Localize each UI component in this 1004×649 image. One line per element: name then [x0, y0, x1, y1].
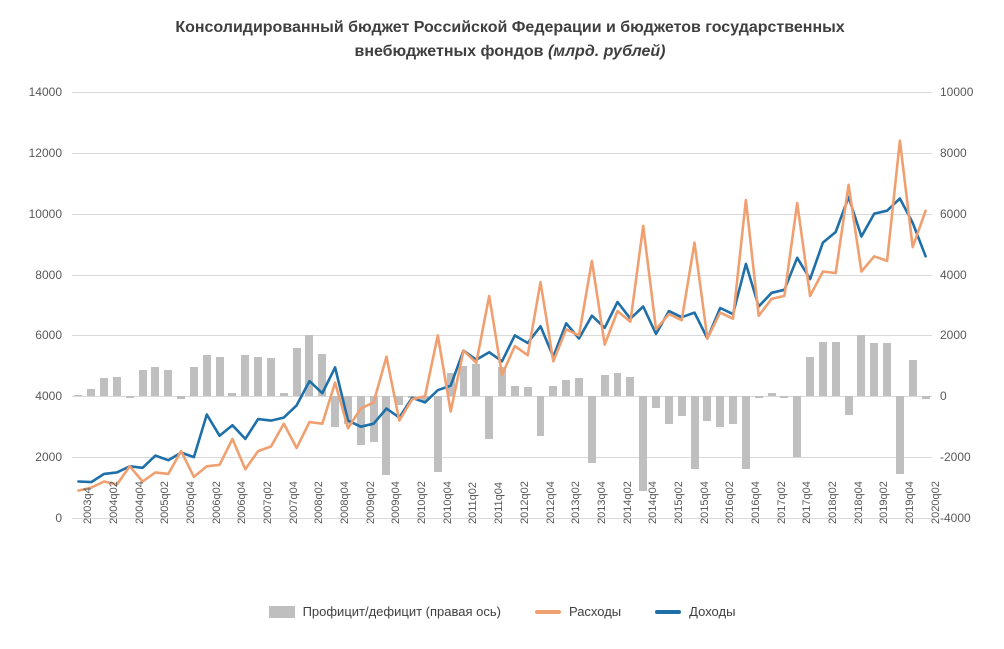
y-axis-left — [6, 85, 62, 525]
x-axis-tick: 2013q04 — [595, 481, 608, 524]
x-axis-tick: 2008q02 — [313, 481, 326, 524]
line-expenditure — [78, 141, 925, 491]
x-axis-tick: 2018q04 — [852, 481, 865, 524]
y-axis-right — [940, 85, 996, 525]
x-axis-tick: 2014q04 — [647, 481, 660, 524]
y-axis-left-tick: 10000 — [28, 206, 62, 221]
y-axis-left-tick: 4000 — [35, 389, 62, 404]
x-axis-tick: 2013q02 — [570, 481, 583, 524]
x-axis-tick: 2015q04 — [698, 481, 711, 524]
x-axis-tick: 2017q02 — [775, 481, 788, 524]
chart-legend — [0, 604, 1004, 619]
y-axis-right-tick: -4000 — [940, 511, 971, 525]
chart-title-units: (млрд. рублей) — [547, 43, 666, 60]
y-axis-left-tick: 14000 — [28, 85, 62, 99]
x-axis-tick: 2017q04 — [801, 481, 814, 524]
legend-label: Профицит/дефицит (правая ось) — [302, 604, 501, 619]
y-axis-right-tick: -2000 — [940, 450, 971, 465]
legend-label: Доходы — [689, 604, 736, 619]
y-axis-right-tick: 2000 — [940, 328, 967, 343]
x-axis-tick: 2009q04 — [390, 481, 403, 524]
legend-item[interactable] — [535, 604, 621, 619]
x-axis-tick: 2011q02 — [467, 481, 480, 524]
x-axis-tick: 2006q04 — [236, 481, 249, 524]
x-axis-labels — [72, 481, 942, 588]
x-axis-tick: 2010q02 — [416, 481, 429, 524]
x-axis-tick: 2012q02 — [518, 481, 531, 524]
x-axis-tick: 2003q4 — [82, 487, 95, 524]
y-axis-left-tick: 0 — [55, 511, 62, 525]
x-axis-tick: 2008q04 — [339, 481, 352, 524]
legend-label: Расходы — [568, 604, 622, 619]
legend-swatch-bar — [269, 606, 295, 618]
y-axis-right-tick: 4000 — [940, 267, 967, 282]
x-axis-tick: 2010q04 — [441, 481, 454, 524]
chart-title-main: Консолидированный бюджет Российской Федерации и бюджетов государственных внебюджетных фондов — [175, 19, 845, 60]
y-axis-left-tick: 2000 — [35, 450, 62, 465]
x-axis-tick: 2012q04 — [544, 481, 557, 524]
x-axis-tick: 2019q02 — [878, 481, 891, 524]
x-axis-tick: 2011q04 — [493, 481, 506, 524]
y-axis-right-tick: 0 — [940, 389, 947, 404]
legend-item[interactable] — [269, 604, 501, 619]
x-axis-tick: 2014q02 — [621, 481, 634, 524]
x-axis-tick: 2020q02 — [929, 481, 942, 524]
x-axis-tick: 2018q02 — [826, 481, 839, 524]
y-axis-right-tick: 10000 — [940, 85, 974, 99]
y-axis-left-tick: 12000 — [28, 145, 62, 160]
x-axis-tick: 2016q04 — [749, 481, 762, 524]
x-axis-tick: 2009q02 — [364, 481, 377, 524]
y-axis-right-tick: 8000 — [940, 145, 967, 160]
y-axis-left-tick: 8000 — [35, 267, 62, 282]
x-axis-tick: 2005q02 — [159, 481, 172, 524]
line-series-group — [72, 92, 932, 518]
legend-swatch-line — [535, 610, 561, 614]
y-axis-right-tick: 6000 — [940, 206, 967, 221]
chart-title — [120, 16, 900, 64]
x-axis-tick: 2005q04 — [185, 481, 198, 524]
line-revenue — [78, 197, 925, 482]
x-axis-tick: 2007q02 — [262, 481, 275, 524]
x-axis-tick: 2016q02 — [724, 481, 737, 524]
legend-swatch-line — [655, 610, 681, 614]
y-axis-left-tick: 6000 — [35, 328, 62, 343]
x-axis-tick: 2015q02 — [672, 481, 685, 524]
x-axis-tick: 2004q04 — [133, 481, 146, 524]
plot-area — [72, 92, 932, 518]
x-axis-tick: 2007q04 — [287, 481, 300, 524]
x-axis-tick: 2019q04 — [903, 481, 916, 524]
legend-item[interactable] — [655, 604, 735, 619]
x-axis-tick: 2004q02 — [108, 481, 121, 524]
x-axis-tick: 2006q02 — [210, 481, 223, 524]
